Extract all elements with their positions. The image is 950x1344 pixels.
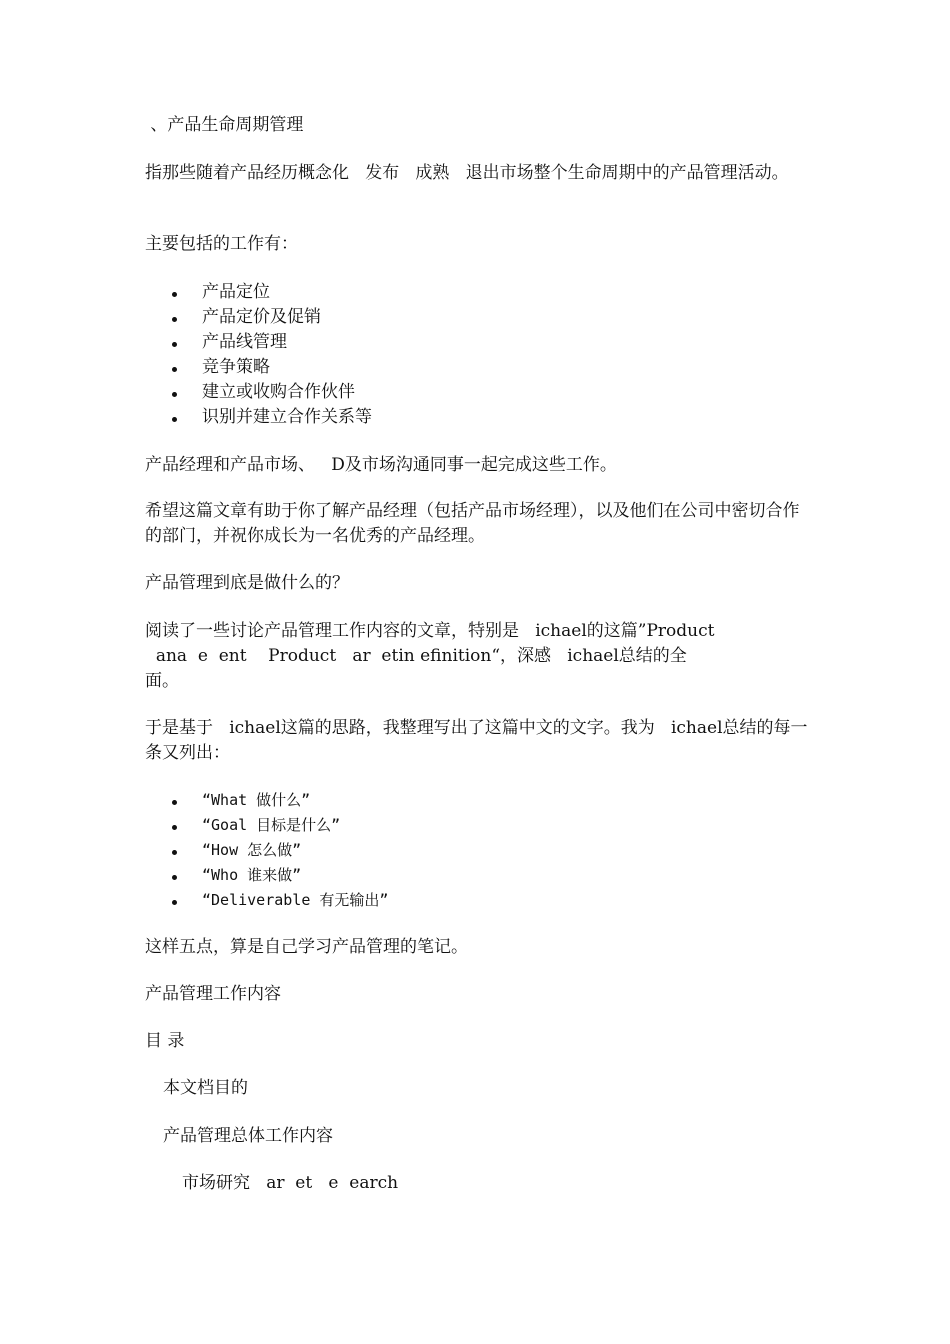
list-item: “Who 谁来做”: [145, 863, 765, 888]
list-item: “Deliverable 有无输出”: [145, 888, 765, 913]
hope-paragraph: 希望这篇文章有助于你了解产品经理（包括产品市场经理），以及他们在公司中密切合作的部门，并祝你成长为一名优秀的产品经理。: [145, 501, 800, 546]
toc-item-overall: 产品管理总体工作内容: [163, 1126, 333, 1146]
toc-item-market-research: 市场研究 ar et e earch: [182, 1173, 399, 1193]
lifecycle-heading: 、产品生命周期管理: [145, 115, 304, 135]
list-item: “Goal 目标是什么”: [145, 813, 765, 838]
list-item: 建立或收购合作伙伴: [145, 380, 765, 405]
list-item: 产品定价及促销: [145, 305, 765, 330]
content-title: 产品管理工作内容: [145, 984, 281, 1004]
list-item: 产品线管理: [145, 330, 765, 355]
question-text: 产品管理到底是做什么的？: [145, 573, 349, 593]
reading-line-2: ana e ent Product ar etin efinition“，深感 ichael总结的全: [145, 646, 687, 666]
work-items-list: [145, 280, 765, 430]
bullet-icon: [172, 392, 177, 397]
reading-line-3: 面。: [145, 671, 179, 691]
notes-text: 这样五点，算是自己学习产品管理的笔记。: [145, 937, 468, 957]
toc-title: 目 录: [145, 1031, 185, 1051]
list-item: “What 做什么”: [145, 788, 765, 813]
lifecycle-description: 指那些随着产品经历概念化 发布 成熟 退出市场整个生命周期中的产品管理活动。: [145, 163, 789, 183]
bullet-icon: [172, 292, 177, 297]
list-item: 竞争策略: [145, 355, 765, 380]
collaboration-text: 产品经理和产品市场、 D及市场沟通同事一起完成这些工作。: [145, 455, 617, 475]
list-item: “How 怎么做”: [145, 838, 765, 863]
bullet-icon: [172, 875, 177, 880]
bullet-icon: [172, 367, 177, 372]
bullet-icon: [172, 900, 177, 905]
list-item: 识别并建立合作关系等: [145, 405, 765, 430]
bullet-icon: [172, 417, 177, 422]
bullet-icon: [172, 825, 177, 830]
bullet-icon: [172, 850, 177, 855]
reading-line-1: 阅读了一些讨论产品管理工作内容的文章，特别是 ichael的这篇”Product: [145, 621, 715, 641]
bullet-icon: [172, 800, 177, 805]
bullet-icon: [172, 342, 177, 347]
main-work-label: 主要包括的工作有：: [145, 234, 298, 254]
based-on-paragraph: 于是基于 ichael这篇的思路，我整理写出了这篇中文的文字。我为 ichael总结的每一条又列出：: [145, 718, 808, 763]
list-item: 产品定位: [145, 280, 765, 305]
bullet-icon: [172, 317, 177, 322]
toc-item-purpose: 本文档目的: [163, 1078, 248, 1098]
five-points-list: [145, 788, 765, 913]
